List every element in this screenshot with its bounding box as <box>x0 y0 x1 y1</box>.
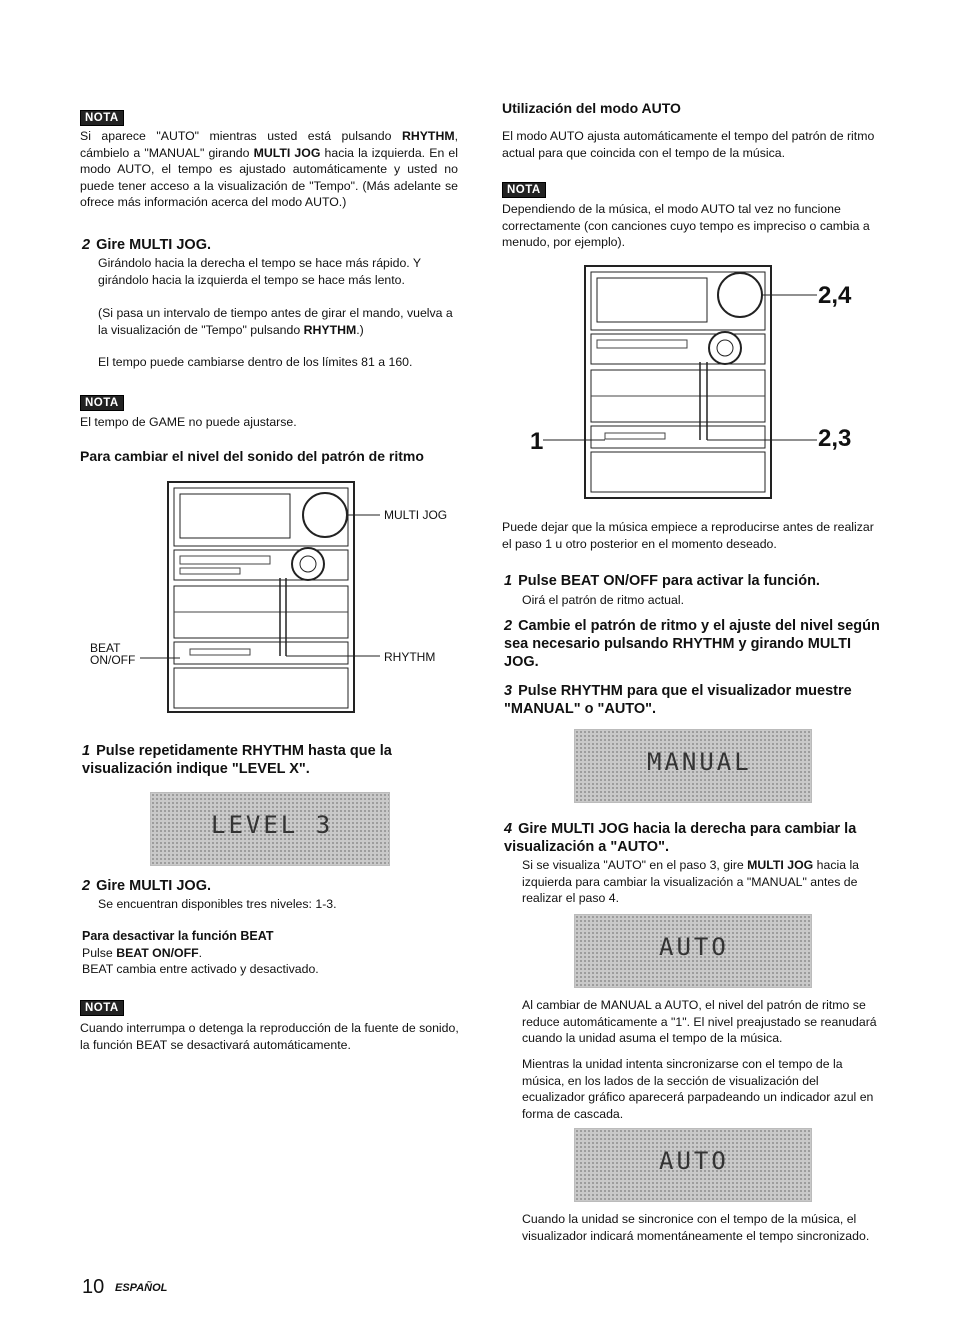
subsection-title: Para desactivar la función BEAT <box>82 929 274 943</box>
step-text: Girándolo hacia la derecha el tempo se hace más rápido. Y girándolo hacia la izquierda el tempo se hace más lento. <box>98 256 421 287</box>
after-diagram-text: Puede dejar que la música empiece a reproducirse antes de realizar el paso 1 u otro posterior en el momento deseado. <box>502 520 874 551</box>
label-step-1: 1 <box>530 428 544 455</box>
lcd-text: LEVEL 3 <box>211 811 334 839</box>
label-step-23: 2,3 <box>818 425 852 452</box>
nota1-text: Si aparece "AUTO" mientras usted está pulsando RHYTHM, cámbielo a "MANUAL" girando MULTI JOG hacia la izquierda. En el modo AUTO, el tempo es ajustado automáticamente y usted no puede tener acceso a la visualización de "Tempo". (Más adelante se ofrece más información acerca del modo AUTO.) <box>80 129 458 209</box>
nota-badge: NOTA <box>80 1000 124 1016</box>
label-step-24: 2,4 <box>818 282 852 309</box>
label-onoff: ON/OFF <box>90 653 136 667</box>
label-beat: BEAT <box>90 641 121 655</box>
step-text: El tempo puede cambiarse dentro de los límites 81 a 160. <box>98 355 413 369</box>
body-text: Mientras la unidad intenta sincronizarse con el tempo de la música, en los lados de la sección de visualización del ecualizador gráfico aparecerá parpadeando un indicador azul en forma de cascada. <box>522 1057 874 1121</box>
lcd-display <box>574 1128 812 1202</box>
label-multi-jog: MULTI JOG <box>384 508 448 522</box>
body-text: Cuando la unidad se sincronice con el tempo de la música, el visualizador indicará momentáneamente el tempo sincronizado. <box>522 1212 870 1243</box>
section-title: Utilización del modo AUTO <box>502 100 681 116</box>
lcd-display <box>574 914 812 988</box>
label-rhythm: RHYTHM <box>384 650 436 664</box>
stereo-diagram-right <box>525 262 865 504</box>
lcd-text: AUTO <box>659 933 729 961</box>
body-text: Al cambiar de MANUAL a AUTO, el nivel del patrón de ritmo se reduce automáticamente a "1". El nivel preajustado se reanudará cuando la unidad asuma el tempo de la música. <box>522 998 877 1045</box>
nota-badge: NOTA <box>502 182 546 198</box>
nota-badge: NOTA <box>80 110 124 126</box>
step-text: Se encuentran disponibles tres niveles: 1-3. <box>98 897 337 911</box>
lcd-text: MANUAL <box>647 748 752 776</box>
step-heading: 1 Pulse BEAT ON/OFF para activar la función. <box>504 573 820 589</box>
nota3-text: Cuando interrumpa o detenga la reproducción de la fuente de sonido, la función BEAT se desactivará automáticamente. <box>80 1021 459 1052</box>
nota2-text: El tempo de GAME no puede ajustarse. <box>80 415 297 429</box>
nota-badge: NOTA <box>80 395 124 411</box>
nota-text: Dependiendo de la música, el modo AUTO tal vez no funcione correctamente (con canciones cuyo tempo es impreciso o cambia a menudo, por ejemplo). <box>502 202 870 249</box>
page-number: 10 <box>82 1276 105 1298</box>
step-heading: 1 Pulse repetidamente RHYTHM hasta que la visualización indique "LEVEL X". <box>82 743 392 777</box>
step-heading: 4 Gire MULTI JOG hacia la derecha para cambiar la visualización a "AUTO". <box>504 821 857 855</box>
step-heading: 2 Cambie el patrón de ritmo y el ajuste del nivel según sea necesario pulsando RHYTHM y girando MULTI JOG. <box>504 618 880 670</box>
language-label: ESPAÑOL <box>115 1282 168 1294</box>
beat-off-line: Pulse BEAT ON/OFF. <box>82 946 203 960</box>
lcd-text: AUTO <box>659 1147 729 1175</box>
intro-text: El modo AUTO ajusta automáticamente el tempo del patrón de ritmo actual para que coincida con el tempo de la música. <box>502 129 875 160</box>
step-text: Oirá el patrón de ritmo actual. <box>522 593 684 607</box>
lcd-display <box>574 729 812 803</box>
multi-jog-icon <box>303 493 347 537</box>
beat-off-line: BEAT cambia entre activado y desactivado. <box>82 962 319 976</box>
step-text: Si se visualiza "AUTO" en el paso 3, gire MULTI JOG hacia la izquierda para cambiar la visualización a "MANUAL" antes de realizar el paso 4. <box>522 858 860 905</box>
step-heading: 2 Gire MULTI JOG. <box>82 237 212 253</box>
section-title: Para cambiar el nivel del sonido del patrón de ritmo <box>80 448 424 464</box>
lcd-display <box>150 792 390 866</box>
step-heading: 2 Gire MULTI JOG. <box>82 878 212 894</box>
step-text: (Si pasa un intervalo de tiempo antes de girar el mando, vuelva a la visualización de "Tempo" pulsando RHYTHM.) <box>98 306 453 337</box>
step-heading: 3 Pulse RHYTHM para que el visualizador muestre "MANUAL" o "AUTO". <box>504 683 852 717</box>
